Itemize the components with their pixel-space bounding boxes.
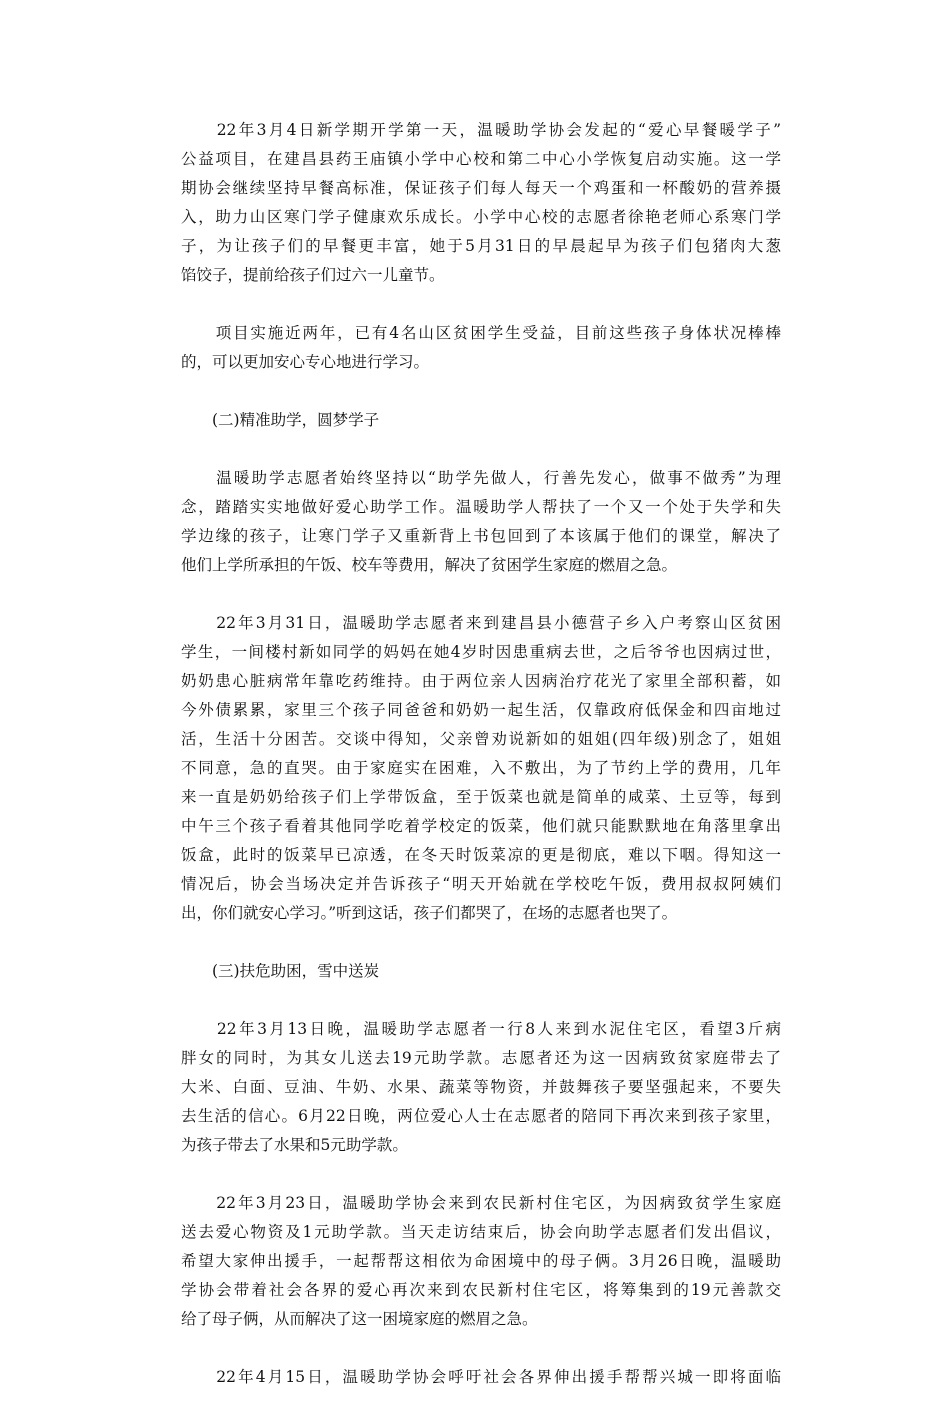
text-line: 入，助力山区寒门学子健康欢乐成长。小学中心校的志愿者徐艳老师心系寒门学 bbox=[181, 208, 781, 226]
text-line: 胖女的同时，为其女儿送去19元助学款。志愿者还为这一因病致贫家庭带去了 bbox=[181, 1049, 781, 1067]
text-line: 的，可以更加安心专心地进行学习。 bbox=[181, 353, 430, 371]
text-line: 项目实施近两年，已有4名山区贫困学生受益，目前这些孩子身体状况棒棒 bbox=[181, 324, 781, 342]
text-line: 出，你们就安心学习。”听到这话，孩子们都哭了，在场的志愿者也哭了。 bbox=[181, 904, 678, 922]
document-page bbox=[181, 116, 781, 1421]
text-line: 去生活的信心。6月22日晚，两位爱心人士在志愿者的陪同下再次来到孩子家里， bbox=[181, 1107, 781, 1125]
text-line: 馅饺子，提前给孩子们过六一儿童节。 bbox=[181, 266, 445, 284]
text-line: 子，为让孩子们的早餐更丰富，她于5月31日的早晨起早为孩子们包猪肉大葱 bbox=[181, 237, 781, 255]
section-heading-precise-aid bbox=[181, 406, 781, 435]
text-line: 念，踏踏实实地做好爱心助学工作。温暖助学人帮扶了一个又一个处于失学和失 bbox=[181, 498, 781, 516]
text-line: 期协会继续坚持早餐高标准，保证孩子们每人每天一个鸡蛋和一杯酸奶的营养摄 bbox=[181, 179, 781, 197]
text-line: 他们上学所承担的午饭、校车等费用，解决了贫困学生家庭的燃眉之急。 bbox=[181, 556, 678, 574]
paragraph-breakfast-project bbox=[181, 116, 781, 290]
section-heading-text: (二)精准助学，圆梦学子 bbox=[181, 411, 380, 429]
paragraph-cement-district-visit bbox=[181, 1015, 781, 1160]
text-line: 大米、白面、豆油、牛奶、水果、蔬菜等物资，并鼓舞孩子要坚强起来，不要失 bbox=[181, 1078, 781, 1096]
text-line: 为孩子带去了水果和5元助学款。 bbox=[181, 1136, 408, 1154]
text-line: 学边缘的孩子，让寒门学子又重新背上书包回到了本该属于他们的课堂，解决了 bbox=[181, 527, 781, 545]
text-line: 温暖助学志愿者始终坚持以“助学先做人，行善先发心，做事不做秀”为理 bbox=[181, 469, 781, 487]
text-line: 今外债累累，家里三个孩子同爸爸和奶奶一起生活，仅靠政府低保金和四亩地过 bbox=[181, 701, 781, 719]
text-line: 来一直是奶奶给孩子们上学带饭盒，至于饭菜也就是简单的咸菜、土豆等，每到 bbox=[181, 788, 781, 806]
text-line: 22年3月23日，温暖助学协会来到农民新村住宅区，为因病致贫学生家庭 bbox=[181, 1194, 781, 1212]
paragraph-home-visit-story bbox=[181, 609, 781, 928]
paragraph-xingcheng-appeal bbox=[181, 1363, 781, 1392]
text-line: 希望大家伸出援手，一起帮帮这相依为命困境中的母子俩。3月26日晚，温暖助 bbox=[181, 1252, 781, 1270]
text-line: 学协会带着社会各界的爱心再次来到农民新村住宅区，将筹集到的19元善款交 bbox=[181, 1281, 781, 1299]
text-line: 情况后，协会当场决定并告诉孩子“明天开始就在学校吃午饭，费用叔叔阿姨们 bbox=[181, 875, 781, 893]
text-line: 奶奶患心脏病常年靠吃药维持。由于两位亲人因病治疗花光了家里全部积蓄，如 bbox=[181, 672, 781, 690]
paragraph-project-results bbox=[181, 319, 781, 377]
text-line: 中午三个孩子看着其他同学吃着学校定的饭菜，他们就只能默默地在角落里拿出 bbox=[181, 817, 781, 835]
section-heading-relief-aid bbox=[181, 957, 781, 986]
text-line: 不同意，急的直哭。由于家庭实在困难，入不敷出，为了节约上学的费用，几年 bbox=[181, 759, 781, 777]
text-line: 公益项目，在建昌县药王庙镇小学中心校和第二中心小学恢复启动实施。这一学 bbox=[181, 150, 781, 168]
text-line: 22年3月31日，温暖助学志愿者来到建昌县小德营子乡入户考察山区贫困 bbox=[181, 614, 781, 632]
paragraph-volunteer-philosophy bbox=[181, 464, 781, 580]
text-line: 学生，一间楼村新如同学的妈妈在她4岁时因患重病去世，之后爷爷也因病过世， bbox=[181, 643, 781, 661]
text-line: 送去爱心物资及1元助学款。当天走访结束后，协会向助学志愿者们发出倡议， bbox=[181, 1223, 781, 1241]
text-line: 22年3月4日新学期开学第一天，温暖助学协会发起的“爱心早餐暖学子” bbox=[181, 121, 781, 139]
section-heading-text: (三)扶危助困，雪中送炭 bbox=[181, 962, 380, 980]
paragraph-farmer-village-visit bbox=[181, 1189, 781, 1334]
text-line: 22年3月13日晚，温暖助学志愿者一行8人来到水泥住宅区，看望3斤病 bbox=[181, 1020, 781, 1038]
text-line: 活，生活十分困苦。交谈中得知，父亲曾劝说新如的姐姐(四年级)别念了，姐姐 bbox=[181, 730, 781, 748]
text-line: 给了母子俩，从而解决了这一困境家庭的燃眉之急。 bbox=[181, 1310, 538, 1328]
text-line: 饭盒，此时的饭菜早已凉透，在冬天时饭菜凉的更是彻底，难以下咽。得知这一 bbox=[181, 846, 781, 864]
text-line: 22年4月15日，温暖助学协会呼吁社会各界伸出援手帮帮兴城一即将面临 bbox=[181, 1368, 781, 1386]
